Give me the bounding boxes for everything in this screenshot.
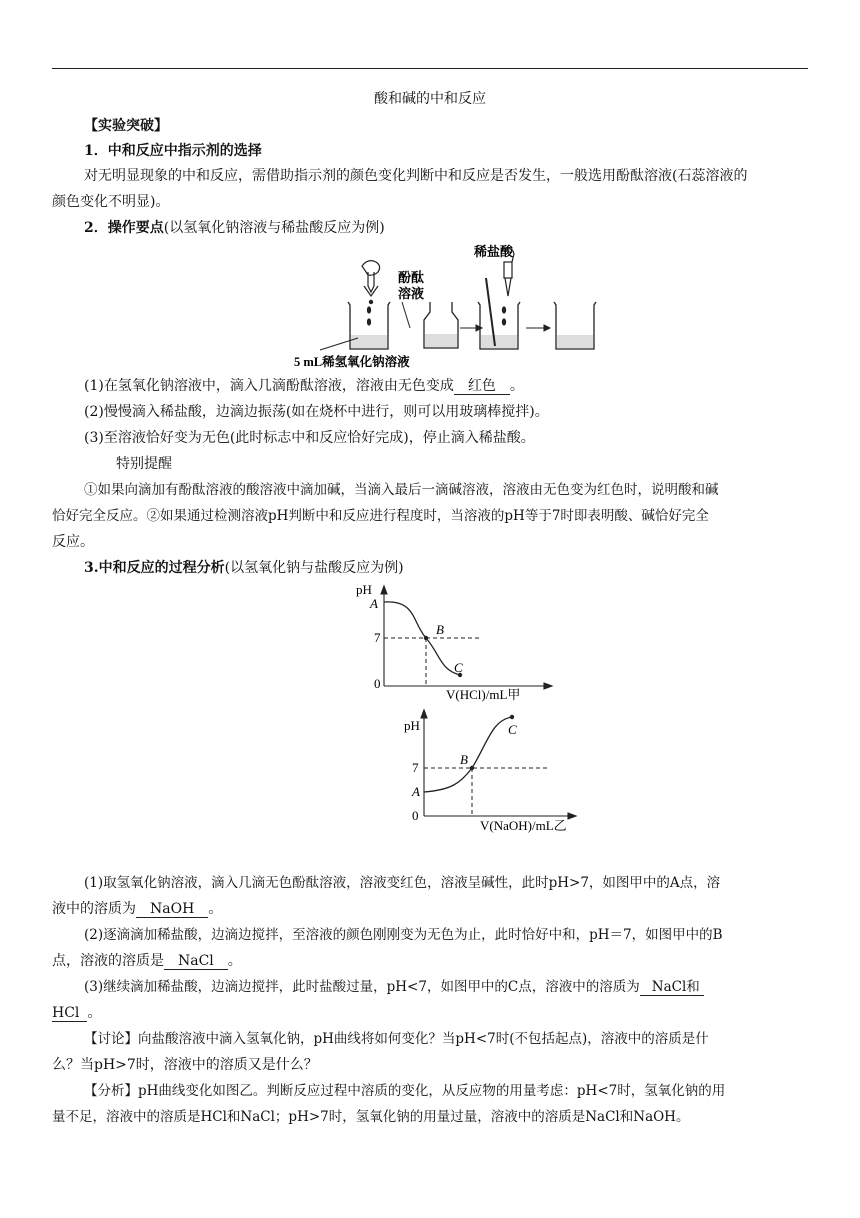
heading-2-rest: (以氢氧化钠溶液与稀盐酸反应为例): [163, 220, 385, 236]
discussion-line-2: 么？当pH>7时，溶液中的溶质又是什么？: [52, 1057, 318, 1073]
tip-line-3: 反应。: [52, 534, 94, 550]
heading-2-bold: 2．操作要点: [84, 220, 164, 236]
step-2: (2)慢慢滴入稀盐酸，边滴边振荡(如在烧杯中进行，则可以用玻璃棒搅拌)。: [84, 404, 549, 420]
paragraph-1-line-1: 对无明显现象的中和反应，需借助指示剂的颜色变化判断中和反应是否发生，一般选用酚酞溶液(石蕊溶液的: [84, 168, 748, 184]
q1-line-2: 液中的溶质为 NaOH 。: [52, 901, 223, 917]
q2-line-2: 点，溶液的溶质是 NaCl 。: [52, 953, 242, 969]
heading-3: [84, 559, 404, 577]
analysis-line-1: 【分析】pH曲线变化如图乙。判断反应过程中溶质的变化，从反应物的用量考虑：pH<7时，氢氧化钠的用: [84, 1083, 726, 1099]
dropper-indicator-icon: [362, 261, 380, 304]
answer-blank: NaCl和: [640, 979, 704, 996]
analysis-line-2: 量不足，溶液中的溶质是HCl和NaCl；pH>7时，氢氧化钠的用量过量，溶液中的溶质是NaCl和NaOH。: [52, 1109, 690, 1125]
step-3: (3)至溶液恰好变为无色(此时标志中和反应恰好完成)，停止滴入稀盐酸。: [84, 430, 535, 446]
paragraph-1-line-2: 颜色变化不明显)。: [52, 194, 170, 210]
tick-7: 7: [412, 760, 419, 775]
q1-line-1: (1)取氢氧化钠溶液，滴入几滴无色酚酞溶液，溶液变红色，溶液呈碱性，此时pH>7，如图甲中的A点，溶: [84, 875, 721, 891]
tip-line-2: 恰好完全反应。②如果通过检测溶液pH判断中和反应进行程度时，当溶液的pH等于7时即表明酸、碱恰好完全: [52, 508, 709, 524]
heading-3-bold: 3.中和反应的过程分析: [84, 560, 225, 576]
answer-blank: 红色: [454, 378, 510, 395]
arrow-right-icon: [526, 325, 550, 331]
answer-blank: HCl: [52, 1005, 87, 1022]
beaker-1: [348, 302, 390, 349]
tip-title: 特别提醒: [116, 456, 172, 472]
heading-1: 1．中和反应中指示剂的选择: [84, 143, 262, 159]
point-b: [470, 766, 474, 770]
label-b: B: [436, 622, 444, 637]
tip-line-1: ①如果向滴加有酚酞溶液的酸溶液中滴加碱，当滴入最后一滴碱溶液，溶液由无色变为红色时，说明酸和碱: [84, 482, 719, 498]
label-indicator-2: 溶液: [398, 286, 425, 301]
x-axis-label: V(NaOH)/mL乙: [480, 818, 567, 833]
beaker-3: [554, 302, 596, 349]
arrow-right-icon: [460, 325, 482, 331]
page-title: 酸和碱的中和反应: [374, 91, 486, 107]
answer-blank: NaCl: [164, 953, 228, 970]
answer-blank: NaOH: [136, 901, 208, 918]
tick-0: 0: [374, 676, 381, 691]
point-b: [424, 636, 428, 640]
graph-yi: [400, 706, 620, 836]
y-axis-label: pH: [356, 582, 372, 597]
flask: [424, 302, 458, 348]
label-c: C: [508, 722, 517, 737]
ph-curve-up: [424, 717, 512, 792]
section-experiment: 【实验突破】: [84, 118, 168, 134]
discussion-line-1: 【讨论】向盐酸溶液中滴入氢氧化钠，pH曲线将如何变化？当pH<7时(不包括起点)，溶液中的溶质是什: [84, 1031, 709, 1047]
label-a: A: [412, 784, 420, 799]
header-rule: [52, 68, 808, 69]
label-indicator-1: 酚酞: [398, 270, 425, 285]
heading-2: [84, 219, 385, 237]
heading-3-rest: (以氢氧化钠与盐酸反应为例): [224, 560, 404, 576]
step-1: (1)在氢氧化钠溶液中，滴入几滴酚酞溶液，溶液由无色变成 红色 。: [84, 378, 524, 394]
point-c: [510, 715, 514, 719]
q3-line-2: HCl 。: [52, 1005, 102, 1021]
beaker-2: [478, 278, 520, 349]
y-axis-label: pH: [404, 718, 420, 733]
tick-0: 0: [412, 808, 419, 823]
experiment-figure: [290, 242, 610, 370]
label-a: A: [370, 596, 378, 611]
tick-7: 7: [374, 630, 381, 645]
label-c: C: [454, 660, 463, 675]
label-b: B: [460, 752, 468, 767]
x-axis-label: V(HCl)/mL甲: [446, 687, 521, 702]
label-naoh: 5 mL稀氢氧化钠溶液: [294, 355, 410, 369]
q2-line-1: (2)逐滴滴加稀盐酸，边滴边搅拌，至溶液的颜色刚刚变为无色为止，此时恰好中和，pH＝7，如图甲中的B: [84, 927, 723, 943]
label-acid: 稀盐酸: [474, 244, 514, 259]
graph-jia: [356, 582, 576, 702]
q3-line-1: (3)继续滴加稀盐酸，边滴边搅拌，此时盐酸过量，pH<7，如图甲中的C点，溶液中的溶质为 NaCl和: [84, 978, 704, 996]
